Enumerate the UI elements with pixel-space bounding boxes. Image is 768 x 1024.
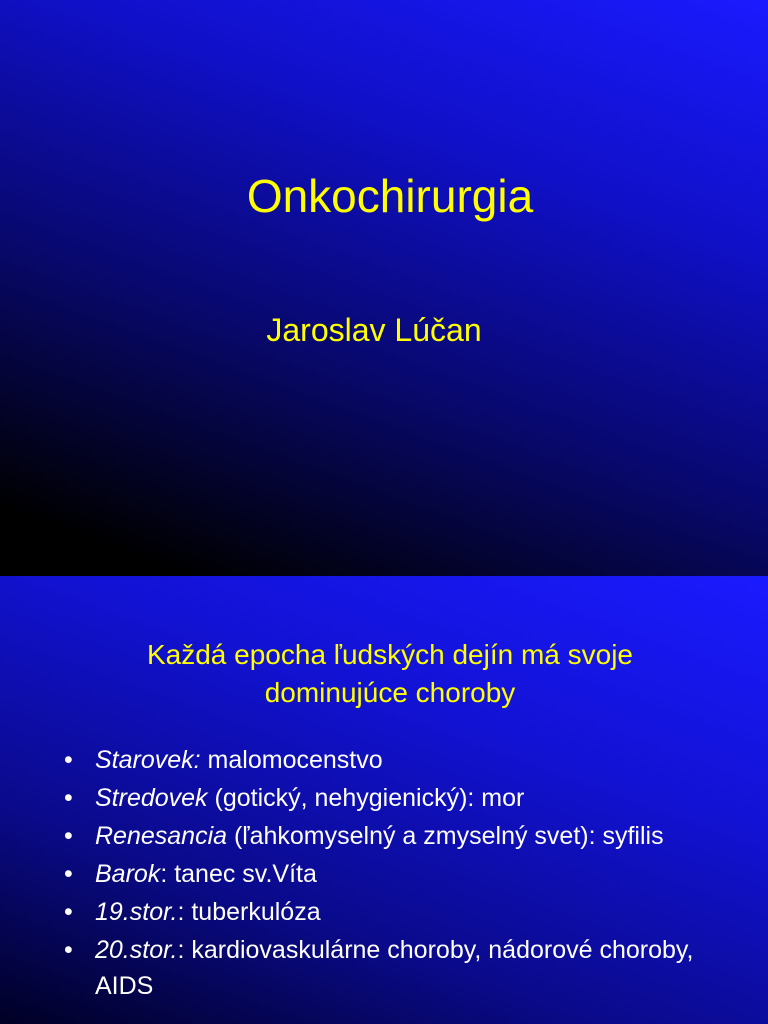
bullet-icon: • bbox=[64, 746, 73, 774]
list-item-19-stor bbox=[64, 894, 744, 930]
bullet-icon: • bbox=[64, 898, 73, 926]
slide-title: Onkochirurgia bbox=[246, 170, 534, 222]
epoch-term: Starovek: bbox=[95, 746, 201, 774]
epoch-term: Stredovek bbox=[95, 784, 208, 812]
epoch-disease: : tuberkulóza bbox=[177, 898, 321, 926]
epoch-term: 20.stor. bbox=[95, 936, 178, 964]
list-item-barok bbox=[64, 856, 744, 892]
epoch-disease: : tanec sv.Víta bbox=[160, 860, 317, 888]
bullet-icon: • bbox=[64, 860, 73, 888]
epoch-term: 19.stor. bbox=[95, 898, 178, 926]
list-item-starovek bbox=[64, 742, 744, 778]
bullet-icon: • bbox=[64, 784, 73, 812]
epoch-disease: malomocenstvo bbox=[200, 746, 383, 774]
list-item-20-stor bbox=[64, 932, 744, 1004]
bullet-icon: • bbox=[64, 936, 73, 964]
slide-2-title-line-1: Každá epocha ľudských dejín má svoje bbox=[146, 639, 633, 670]
epoch-term: Renesancia bbox=[95, 822, 228, 850]
epoch-disease: (gotický, nehygienický): mor bbox=[207, 784, 525, 812]
slide-2 bbox=[0, 576, 768, 1024]
epoch-disease: : kardiovaskulárne choroby, nádorové choroby, AIDS bbox=[95, 936, 694, 1000]
slide-author: Jaroslav Lúčan bbox=[266, 312, 482, 348]
slide-2-title bbox=[40, 636, 740, 712]
slide-2-title-line-2: dominujúce choroby bbox=[264, 677, 516, 708]
bullet-icon: • bbox=[64, 822, 73, 850]
epoch-disease: (ľahkomyselný a zmyselný svet): syfilis bbox=[227, 822, 664, 850]
epoch-disease-list bbox=[64, 742, 744, 1006]
list-item-renesancia bbox=[64, 818, 744, 854]
epoch-term: Barok bbox=[95, 860, 161, 888]
list-item-stredovek bbox=[64, 780, 744, 816]
